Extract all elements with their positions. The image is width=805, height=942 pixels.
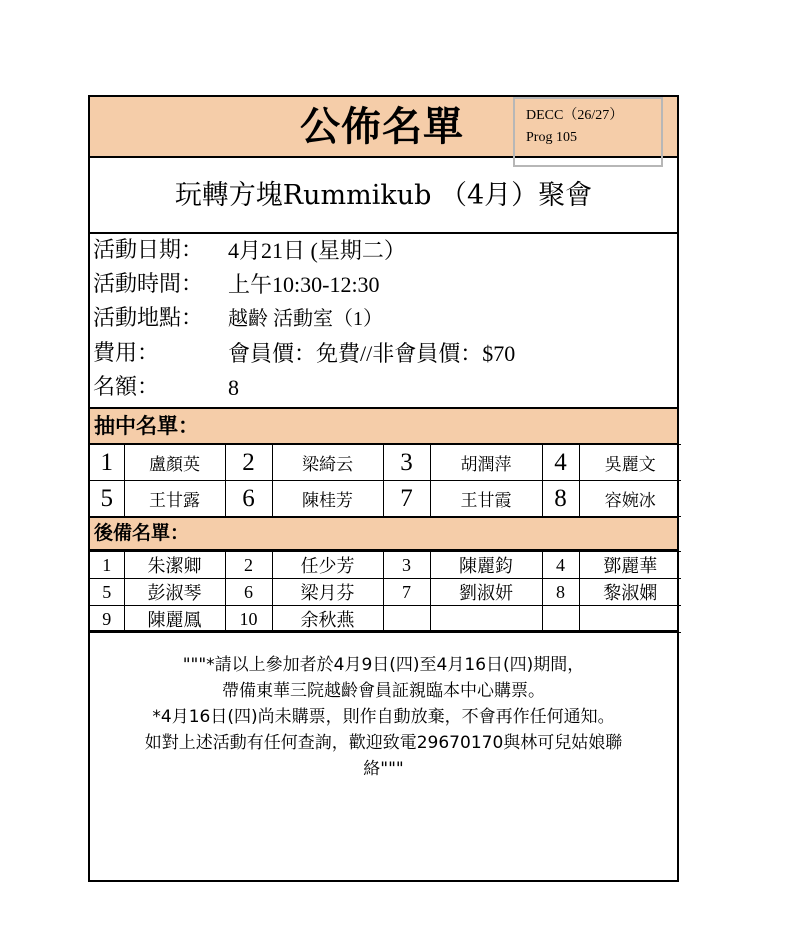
entry-number: 5 — [90, 481, 124, 517]
entry-name: 余秋燕 — [272, 606, 383, 633]
entry-number: 4 — [542, 552, 579, 579]
info-label: 活動時間： — [93, 272, 204, 297]
entry-number: 8 — [542, 579, 579, 606]
entry-name — [579, 606, 681, 633]
info-value: 上午10:30-12:30 — [228, 272, 380, 297]
table-row — [90, 445, 681, 481]
entry-name: 鄧麗華 — [579, 552, 681, 579]
entry-number — [383, 606, 430, 633]
entry-name: 王甘露 — [124, 481, 225, 517]
info-value: 4月21日 (星期二） — [228, 238, 406, 263]
waitlist-table — [90, 551, 681, 633]
entry-number: 4 — [542, 445, 579, 481]
program-code-line-1: DECC（26/27） — [526, 108, 624, 123]
note-line: 絡""" — [363, 759, 404, 779]
program-code-line-2: Prog 105 — [526, 130, 577, 145]
info-row-fee — [90, 337, 677, 371]
entry-name: 陳麗鈞 — [430, 552, 542, 579]
entry-number: 8 — [542, 481, 579, 517]
notice-header — [90, 97, 677, 158]
entry-name: 梁月芬 — [272, 579, 383, 606]
info-row-venue — [90, 302, 677, 336]
info-label: 活動地點： — [93, 306, 204, 331]
table-row — [90, 552, 681, 579]
notes-block — [90, 652, 677, 782]
entry-name: 陳麗鳳 — [124, 606, 225, 633]
winners-table — [90, 444, 681, 517]
entry-number: 3 — [383, 445, 430, 481]
entry-name — [430, 606, 542, 633]
entry-name: 胡潤萍 — [430, 445, 542, 481]
info-row-date — [90, 234, 677, 268]
entry-name: 劉淑妍 — [430, 579, 542, 606]
entry-number: 7 — [383, 579, 430, 606]
info-label: 活動日期： — [93, 238, 204, 263]
event-title: 玩轉方塊Rummikub （4月）聚會 — [90, 158, 677, 234]
table-row — [90, 579, 681, 606]
waitlist-heading: 後備名單： — [90, 516, 677, 551]
notice-sheet — [88, 95, 679, 882]
entry-number: 10 — [225, 606, 272, 633]
entry-name: 盧顏英 — [124, 445, 225, 481]
entry-number: 2 — [225, 445, 272, 481]
note-line: 如對上述活動有任何查詢，歡迎致電29670170與林可兒姑娘聯 — [144, 733, 623, 753]
notes-divider — [90, 630, 677, 632]
info-label: 名額： — [93, 375, 160, 400]
entry-name: 彭淑琴 — [124, 579, 225, 606]
entry-number: 3 — [383, 552, 430, 579]
info-label: 費用： — [93, 341, 160, 366]
entry-name: 陳桂芳 — [272, 481, 383, 517]
entry-name: 黎淑嫻 — [579, 579, 681, 606]
notice-title: 公佈名單 — [300, 104, 464, 150]
info-value: 越齡 活動室（1） — [228, 308, 383, 330]
entry-number: 9 — [90, 606, 124, 633]
entry-name: 容婉冰 — [579, 481, 681, 517]
entry-name: 王甘霞 — [430, 481, 542, 517]
note-line: *4月16日(四)尚未購票，則作自動放棄，不會再作任何通知。 — [152, 707, 615, 727]
info-row-quota — [90, 371, 677, 405]
entry-number: 2 — [225, 552, 272, 579]
entry-number — [542, 606, 579, 633]
info-value: 會員價：免費//非會員價：$70 — [228, 341, 516, 366]
note-line: 帶備東華三院越齡會員証親臨本中心購票。 — [222, 681, 545, 701]
entry-number: 6 — [225, 579, 272, 606]
entry-name: 任少芳 — [272, 552, 383, 579]
table-row — [90, 606, 681, 633]
program-code-box — [513, 97, 663, 167]
info-row-time — [90, 268, 677, 302]
entry-name: 梁綺云 — [272, 445, 383, 481]
entry-name: 朱潔卿 — [124, 552, 225, 579]
entry-number: 7 — [383, 481, 430, 517]
info-value: 8 — [228, 375, 239, 400]
table-row — [90, 481, 681, 517]
winners-heading: 抽中名單： — [90, 407, 677, 445]
entry-number: 5 — [90, 579, 124, 606]
entry-number: 6 — [225, 481, 272, 517]
note-line: """*請以上參加者於4月9日(四)至4月16日(四)期間， — [182, 655, 585, 675]
entry-number: 1 — [90, 552, 124, 579]
entry-name: 吳麗文 — [579, 445, 681, 481]
entry-number: 1 — [90, 445, 124, 481]
